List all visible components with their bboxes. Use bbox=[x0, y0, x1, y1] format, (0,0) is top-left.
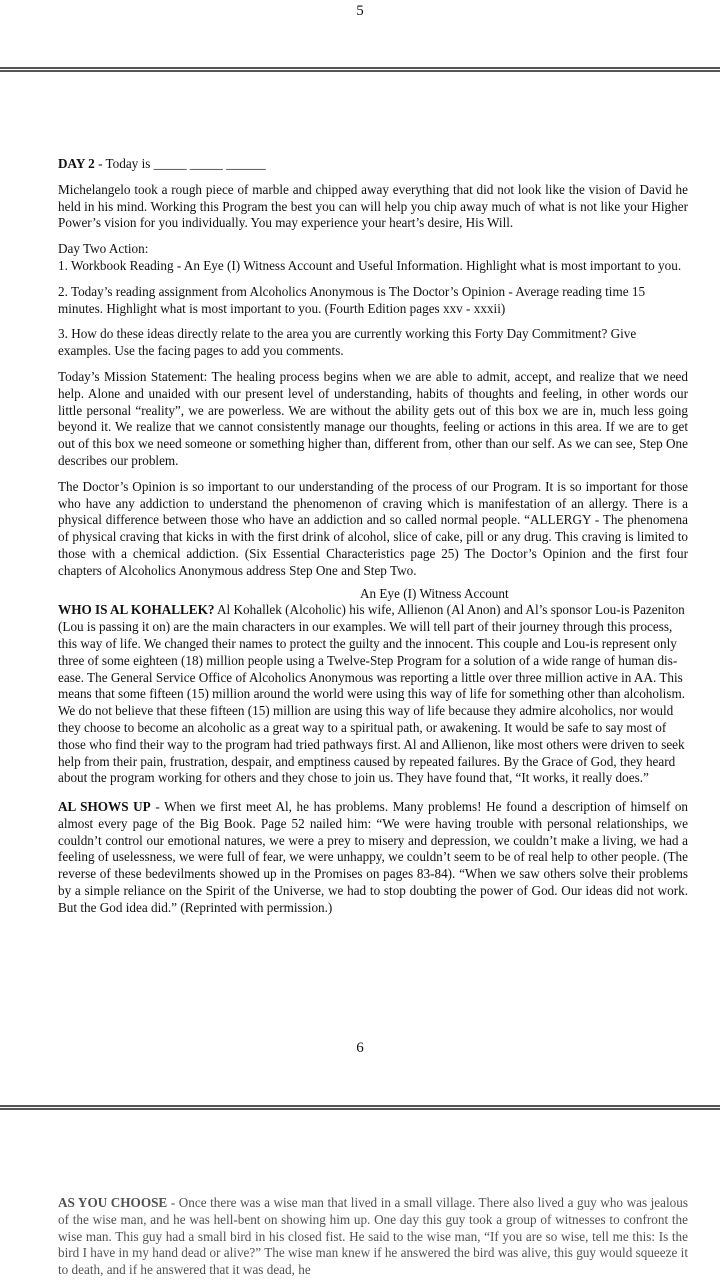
page-next-content bbox=[58, 1195, 688, 1288]
action-item-1: 1. Workbook Reading - An Eye (I) Witness Account and Useful Information. Highlight what is most important to you. bbox=[58, 257, 682, 273]
day-heading: DAY 2 bbox=[58, 156, 95, 171]
who-body: Al Kohallek (Alcoholic) his wife, Allienon (Al Anon) and Al’s sponsor Lou-is Pazeniton (Lou is passing it on) are the main characters in our examples. We will tell part of their journey through this process, this way of life. We changed their names to protect the guilty and the innocent. This couple and Lou-is represent only three of some eighteen (18) million people using a Twelve-Step Program for a solution of a wide range of human dis-ease. The General Service Office of Alcoholics Anonymous was reporting a little over three million active in AA. This means that some fifteen (15) million around the world were using this way of life for something other than alcoholism. We do not believe that these fifteen (15) million are using this way of life because they admire alcoholics, nor would they choose to become an alcoholic as a great way to a spiritual path, or awakening. It would be safe to say most of those who find their way to the program had tried pathways first. Al and Allienon, like most others were driven to seek help from their pain, frustration, despair, and emptiness caused by repeated failures. By the Grace of God, they heard about the program working for others and they chose to join us. They have found that, “It works, it really does.” bbox=[58, 602, 685, 786]
eye-witness-title: An Eye (I) Witness Account bbox=[360, 585, 509, 601]
action-item-3: 3. How do these ideas directly relate to the area you are currently working this Forty Day Commitment? Give examples. Use the facing pages to add you comments. bbox=[58, 326, 637, 359]
mission-statement: Today’s Mission Statement: The healing process begins when we are able to admit, accept, and realize that we need help. Alone and unaided with our present level of understanding, habits of thoughts and feeling, in other words our little personal “reality”, we are powerless. We are without the ability gets out of this box we are in, much less going beyond it. We realize that we cannot consistently manage our thoughts, feeling or actions in this area. If we are to get out of this box we need someone or something higher than, different from, other than our self. As we can see, Step One describes our problem. bbox=[58, 368, 688, 468]
shows-heading: AL SHOWS UP bbox=[58, 799, 151, 815]
page-divider-top bbox=[0, 67, 720, 72]
action-item-2: 2. Today’s reading assignment from Alcoholics Anonymous is The Doctor’s Opinion - Average reading time 15 minutes. Highlight what is most important to you. (Fourth Edition pages xxv - xxxii) bbox=[58, 283, 646, 316]
day-line bbox=[58, 156, 688, 173]
choose-body: - Once there was a wise man that lived in a small village. There also lived a guy who was jealous of the wise man, and he was hell-bent on showing him up. One day this guy took a group of witnesses to confront the wise man. This guy had a small bird in his closed fist. He said to the wise man, “If you are so wise, tell me this: Is the bird I have in my hand dead or alive?” The wise man knew if he answered the bird was alive, this guy would squeeze it to death, and if he answered that it was dead, he bbox=[58, 1195, 688, 1278]
choose-heading: AS YOU CHOOSE bbox=[58, 1195, 168, 1210]
doctors-opinion-paragraph: The Doctor’s Opinion is so important to our understanding of the process of our Program. It is so important for those who have any addiction to understand the phenomenon of craving which is manifestation of an allergy. There is a physical difference between those who have an addiction and so called normal people. “ALLERGY - The phenomena of physical craving that kicks in with the first drink of alcohol, slice of cake, pill or any drug. This craving is limited to those with a chemical addiction. (Six Essential Characteristics page 25) The Doctor’s Opinion and the first four chapters of Alcoholics Anonymous address Step One and Step Two. bbox=[58, 478, 688, 578]
intro-paragraph: Michelangelo took a rough piece of marble and chipped away everything that did not look like the vision of David he held in his mind. Working this Program the best you can will help you chip away much of what is not like your Higher Power’s vision for you individually. You may experience your heart’s desire, His Will. bbox=[58, 181, 688, 231]
al-shows-up-paragraph bbox=[58, 799, 688, 917]
shows-body: - When we first meet Al, he has problems. Many problems! He found a description of himself on almost every page of the Big Book. Page 52 nailed him: “We were having trouble with personal relationships, we couldn’t control our emotional natures, we were a prey to misery and depression, we couldn’t make a living, we had a feeling of uselessness, we were full of fear, we were unhappy, we couldn’t seem to be of real help to other people. (The reverse of these bedevilments showed up in the Promises on pages 83-84). “When we saw others solve their problems by a simple reliance on the Spirit of the Universe, we had to stop doubting the power of God. Our ideas did not work. But the God idea did.” (Reprinted with permission.) bbox=[58, 799, 689, 915]
as-you-choose-paragraph bbox=[58, 1195, 688, 1279]
page-divider-bottom bbox=[0, 1105, 720, 1110]
page-number-top: 5 bbox=[356, 3, 364, 19]
page-main-content bbox=[58, 156, 688, 926]
day-date-blanks: - Today is _____ _____ ______ bbox=[94, 156, 266, 171]
who-is-al-paragraph bbox=[58, 602, 688, 787]
who-heading: WHO IS AL KOHALLEK? bbox=[58, 602, 215, 618]
page-number-bottom: 6 bbox=[356, 1040, 364, 1056]
action-title: Day Two Action: bbox=[58, 241, 149, 257]
